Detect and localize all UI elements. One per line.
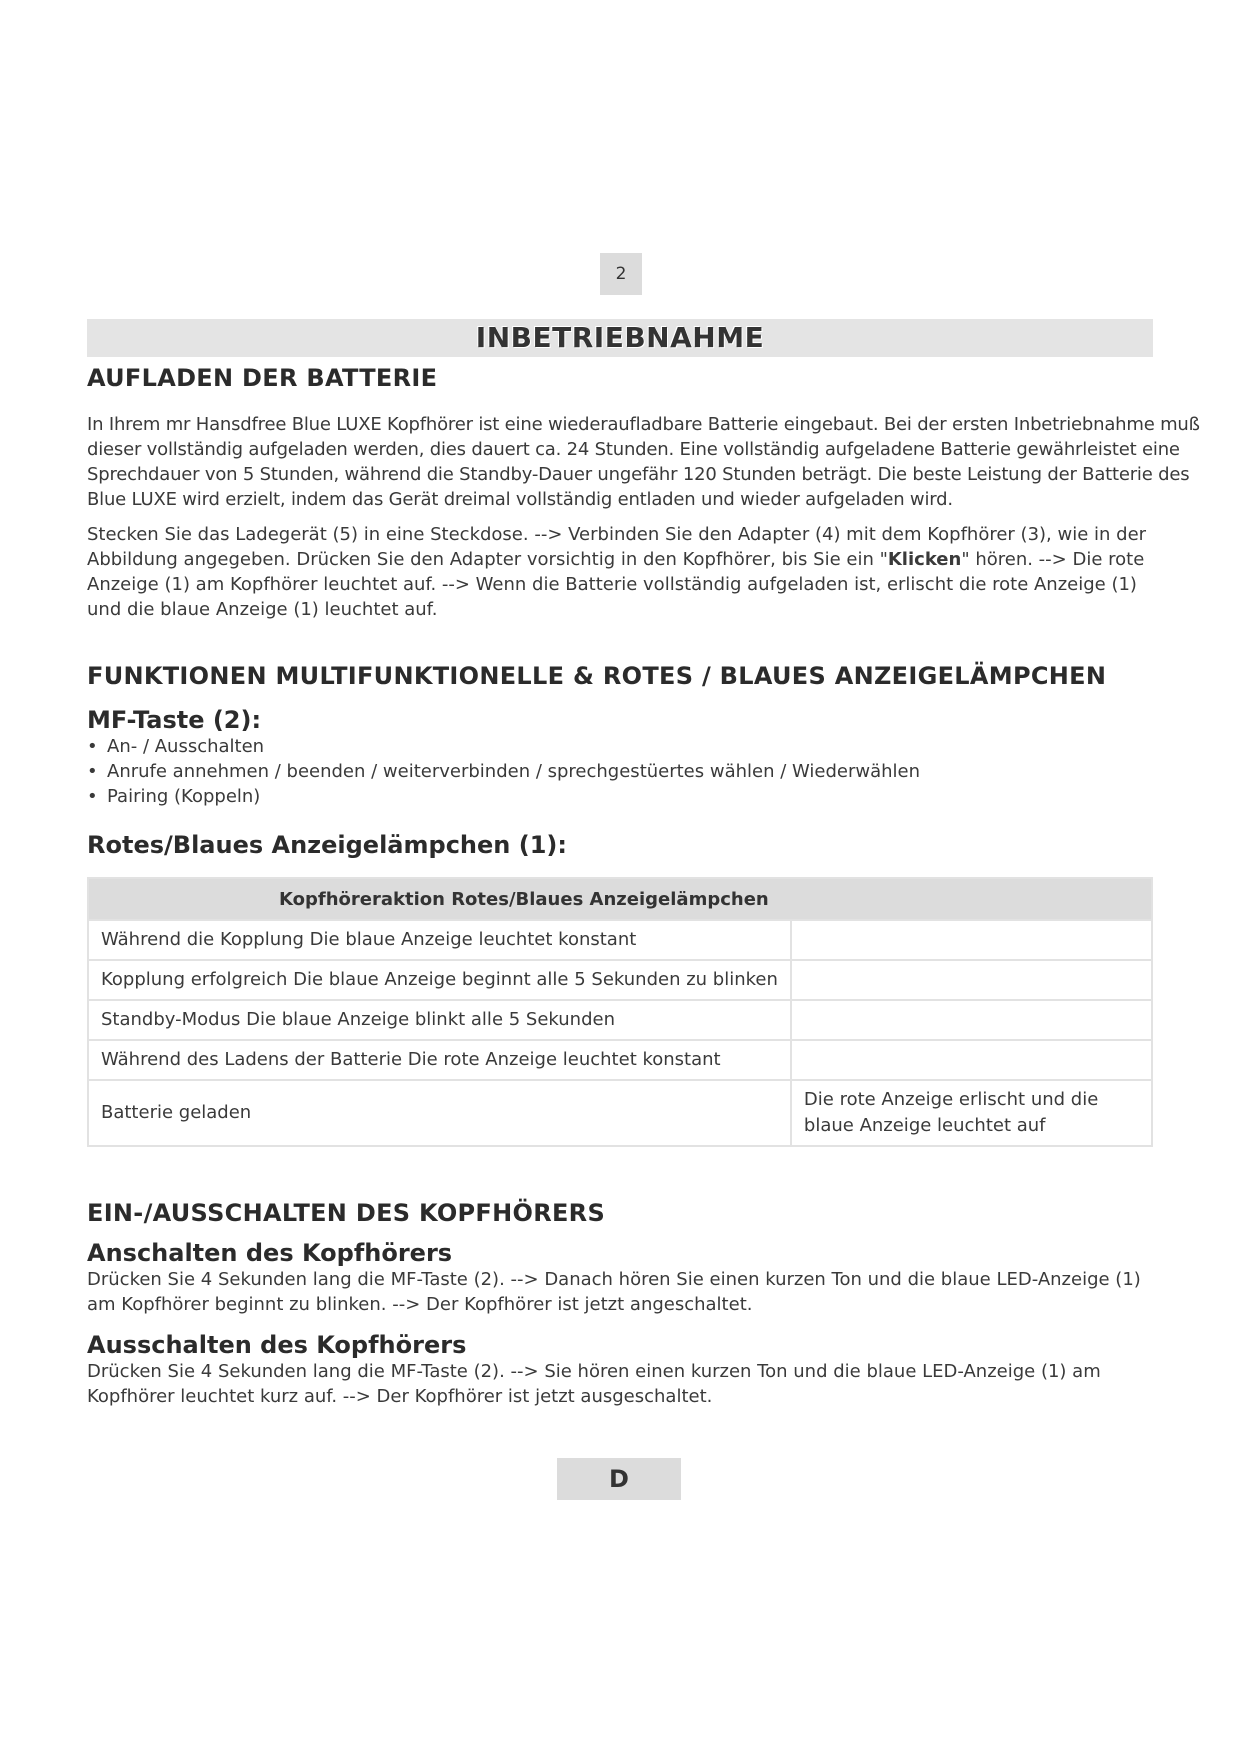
table-cell xyxy=(791,960,1152,1000)
table-row xyxy=(88,1080,1152,1146)
list-item: • Anrufe annehmen / beenden / weiterverbinden / sprechgestüertes wählen / Wiederwählen xyxy=(87,759,1207,784)
table-header-row xyxy=(88,878,1152,920)
page-content xyxy=(87,364,1207,1409)
mf-button-heading: MF-Taste (2): xyxy=(87,706,262,734)
table-row xyxy=(88,1000,1152,1040)
charging-paragraph-2 xyxy=(87,522,1153,622)
table-cell xyxy=(791,1000,1152,1040)
table-cell: Standby-Modus Die blaue Anzeige blinkt alle 5 Sekunden xyxy=(88,1000,791,1040)
table-row xyxy=(88,920,1152,960)
table-header: Kopfhöreraktion Rotes/Blaues Anzeigelämpchen xyxy=(88,878,1152,920)
table-row xyxy=(88,1040,1152,1080)
charging-paragraph-2-text-end: " hören. --> Die rote Anzeige (1) am Kopfhörer leuchtet auf. --> Wenn die Batterie vollständig aufgeladen ist, erlischt die rote Anzeige (1) und die blaue Anzeige (1) leuchtet auf. xyxy=(87,549,1145,620)
main-title-bar xyxy=(87,319,1153,357)
language-tag: D xyxy=(557,1458,681,1500)
table-cell: Während die Kopplung Die blaue Anzeige leuchtet konstant xyxy=(88,920,791,960)
table-cell: Die rote Anzeige erlischt und die blaue Anzeige leuchtet auf xyxy=(791,1080,1152,1146)
charging-heading: AUFLADEN DER BATTERIE xyxy=(87,364,438,392)
led-table xyxy=(87,877,1153,1147)
power-heading: EIN-/AUSSCHALTEN DES KOPFHÖRERS xyxy=(87,1199,606,1227)
table-cell xyxy=(791,1040,1152,1080)
table-cell xyxy=(791,920,1152,960)
functions-heading: FUNKTIONEN MULTIFUNKTIONELLE & ROTES / BLAUES ANZEIGELÄMPCHEN xyxy=(87,662,1107,690)
list-item: • An- / Ausschalten xyxy=(87,734,1207,759)
charging-paragraph-1: In Ihrem mr Hansdfree Blue LUXE Kopfhörer ist eine wiederaufladbare Batterie eingebaut. Bei der ersten Inbetriebnahme muß dieser vollständig aufgeladen werden, dies dauert ca. 24 Stunden. Eine vollständig aufgeladene Batterie gewährleistet eine Sprechdauer von 5 Stunden, während die Standby-Dauer ungefähr 120 Stunden beträgt. Die beste Leistung der Batterie des Blue LUXE wird erzielt, indem das Gerät dreimal vollständig entladen und wieder aufgeladen wird. xyxy=(87,414,1200,510)
list-item: • Pairing (Koppeln) xyxy=(87,784,1207,809)
power-on-text: Drücken Sie 4 Sekunden lang die MF-Taste (2). --> Danach hören Sie einen kurzen Ton und die blaue LED-Anzeige (1) am Kopfhörer beginnt zu blinken. --> Der Kopfhörer ist jetzt angeschaltet. xyxy=(87,1269,1141,1315)
table-row xyxy=(88,960,1152,1000)
table-cell: Kopplung erfolgreich Die blaue Anzeige beginnt alle 5 Sekunden zu blinken xyxy=(88,960,791,1000)
led-heading: Rotes/Blaues Anzeigelämpchen (1): xyxy=(87,831,567,859)
power-off-text: Drücken Sie 4 Sekunden lang die MF-Taste (2). --> Sie hören einen kurzen Ton und die blaue LED-Anzeige (1) am Kopfhörer leuchtet kurz auf. --> Der Kopfhörer ist jetzt ausgeschaltet. xyxy=(87,1361,1101,1407)
table-cell: Batterie geladen xyxy=(88,1080,791,1146)
page-number: 2 xyxy=(600,253,642,295)
mf-function-list xyxy=(87,734,1207,809)
charging-paragraph-2-text: Stecken Sie das Ladegerät (5) in eine Steckdose. --> Verbinden Sie den Adapter (4) mit dem Kopfhörer (3), wie in der Abbildung angegeben. Drücken Sie den Adapter vorsichtig in den Kopfhörer, bis Sie ein " xyxy=(87,524,1147,570)
click-emphasis: Klicken xyxy=(887,549,962,570)
power-on-heading: Anschalten des Kopfhörers xyxy=(87,1239,453,1267)
table-cell: Während des Ladens der Batterie Die rote Anzeige leuchtet konstant xyxy=(88,1040,791,1080)
power-off-heading: Ausschalten des Kopfhörers xyxy=(87,1331,467,1359)
main-title: INBETRIEBNAHME xyxy=(475,321,765,354)
